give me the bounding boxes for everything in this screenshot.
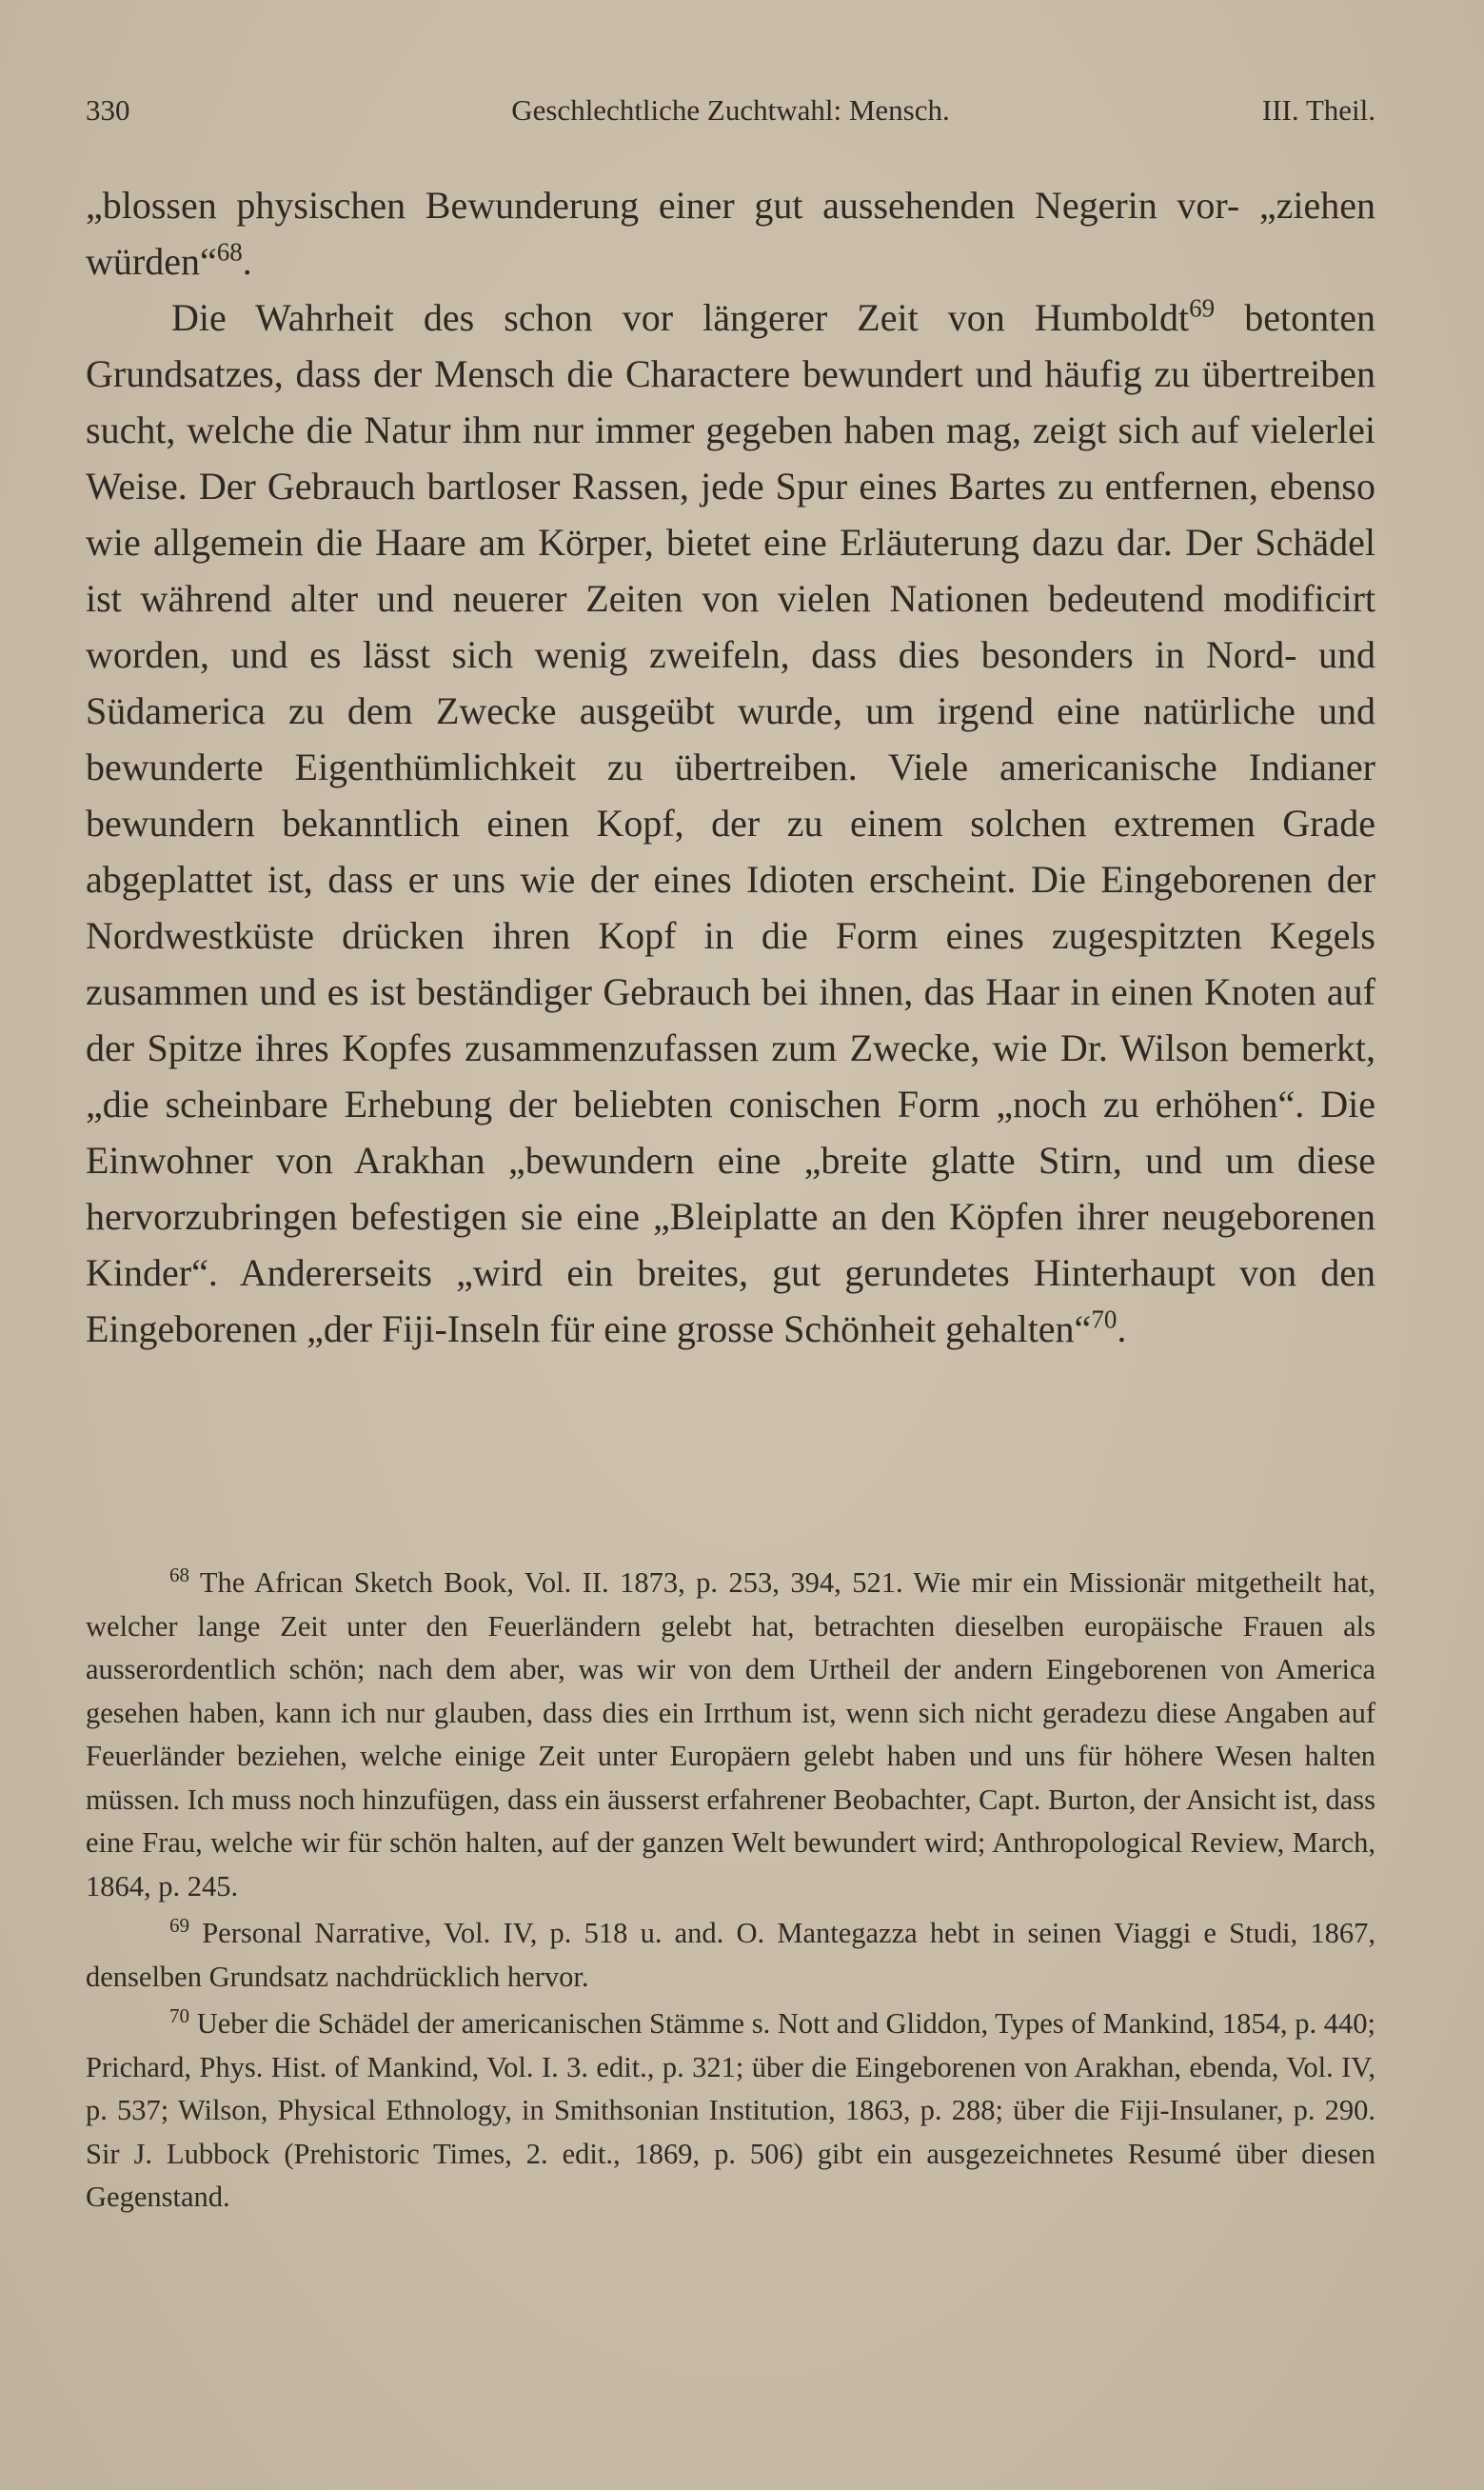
main-text bbox=[86, 177, 1375, 1357]
footnote-69 bbox=[86, 1912, 1375, 1999]
footnote-ref-70: 70 bbox=[1091, 1305, 1118, 1334]
paragraph-1 bbox=[86, 177, 1375, 289]
part-label: III. Theil. bbox=[1261, 93, 1375, 127]
footnote-text: Ueber die Schädel der americanischen Stämme s. Nott and Gliddon, Types of Mankind, 1854, p. 440; Prichard, Phys. Hist. of Mankind, Vol. I. 3. edit., p. 321; über die Eingeborenen von Arakhan, ebenda, Vol. IV, p. 537; Wilson, Physical Ethnology, in Smithsonian Institution, 1863, p. 288; über die Fiji-Insulaner, p. 290. Sir J. Lubbock (Prehistoric Times, 2. edit., 1869, p. 506) gibt ein ausgezeichnetes Resumé über diesen Gegenstand. bbox=[86, 2007, 1375, 2213]
page-number: 330 bbox=[86, 93, 130, 127]
footnote-68 bbox=[86, 1562, 1375, 1908]
paragraph-2 bbox=[86, 289, 1375, 1357]
footnote-ref-69: 69 bbox=[1189, 293, 1216, 323]
page-header bbox=[86, 93, 1375, 141]
footnotes bbox=[86, 1562, 1375, 2223]
footnote-number: 69 bbox=[169, 1913, 189, 1937]
footnote-70 bbox=[86, 2002, 1375, 2220]
paragraph-2-tail: . bbox=[1117, 1307, 1127, 1350]
footnote-ref-68: 68 bbox=[216, 237, 243, 267]
running-title: Geschlechtliche Zuchtwahl: Mensch. bbox=[511, 93, 950, 127]
paragraph-2-text-b: betonten Grundsatzes, dass der Mensch die Charactere bewundert und häufig zu übertreiben sucht, welche die Natur ihm nur immer gegeben haben mag, zeigt sich auf vielerlei Weise. Der Gebrauch bartloser Rassen, jede Spur eines Bartes zu entfernen, ebenso wie allgemein die Haare am Körper, bietet eine Erläuterung dazu dar. Der Schädel ist während alter und neuerer Zeiten von vielen Nationen bedeutend modificirt worden, und es lässt sich wenig zweifeln, dass dies besonders in Nord- und Südamerica zu dem Zwecke ausgeübt wurde, um irgend eine natürliche und bewunderte Eigenthümlichkeit zu übertreiben. Viele americanische Indianer bewundern bekanntlich einen Kopf, der zu einem solchen extremen Grade abgeplattet ist, dass er uns wie der eines Idioten erscheint. Die Eingeborenen der Nordwestküste drücken ihren Kopf in die Form eines zugespitzten Kegels zusammen und es ist beständiger Gebrauch bei ihnen, das Haar in einen Knoten auf der Spitze ihres Kopfes zusammenzufassen zum Zwecke, wie Dr. Wilson bemerkt, „die scheinbare Erhebung der beliebten conischen Form „noch zu erhöhen“. Die Einwohner von Arakhan „bewundern eine „breite glatte Stirn, und um diese hervorzubringen befestigen sie eine „Bleiplatte an den Köpfen ihrer neugeborenen Kinder“. Andererseits „wird ein breites, gut gerundetes Hinterhaupt von den Eingeborenen „der Fiji-Inseln für eine grosse Schönheit gehalten“ bbox=[86, 296, 1376, 1350]
footnote-number: 70 bbox=[169, 2003, 189, 2027]
footnote-text: The African Sketch Book, Vol. II. 1873, p. 253, 394, 521. Wie mir ein Missionär mitgetheilt hat, welcher lange Zeit unter den Feuerländern gelebt hat, betrachten dieselben europäische Frauen als ausserordentlich schön; nach dem aber, was wir von dem Urtheil der andern Eingeborenen von America gesehen haben, kann ich nur glauben, dass dies ein Irrthum ist, wenn sich nicht geradezu diese Angaben auf Feuerländer beziehen, welche einige Zeit unter Europäern gelebt haben und uns für höhere Wesen halten müssen. Ich muss noch hinzufügen, dass ein äusserst erfahrener Beobachter, Capt. Burton, der Ansicht ist, dass eine Frau, welche wir für schön halten, auf der ganzen Welt bewundert wird; Anthropological Review, March, 1864, p. 245. bbox=[86, 1566, 1375, 1902]
paragraph-1-text: „blossen physischen Bewunderung einer gut aussehenden Negerin vor- „ziehen würden“ bbox=[86, 184, 1375, 283]
paragraph-1-tail: . bbox=[242, 240, 252, 283]
paragraph-2-text-a: Die Wahrheit des schon vor längerer Zeit von Humboldt bbox=[171, 296, 1190, 339]
footnote-number: 68 bbox=[169, 1563, 189, 1586]
footnote-text: Personal Narrative, Vol. IV, p. 518 u. and. O. Mantegazza hebt in seinen Viaggi e Studi, 1867, denselben Grundsatz nachdrücklich hervor. bbox=[86, 1917, 1375, 1993]
